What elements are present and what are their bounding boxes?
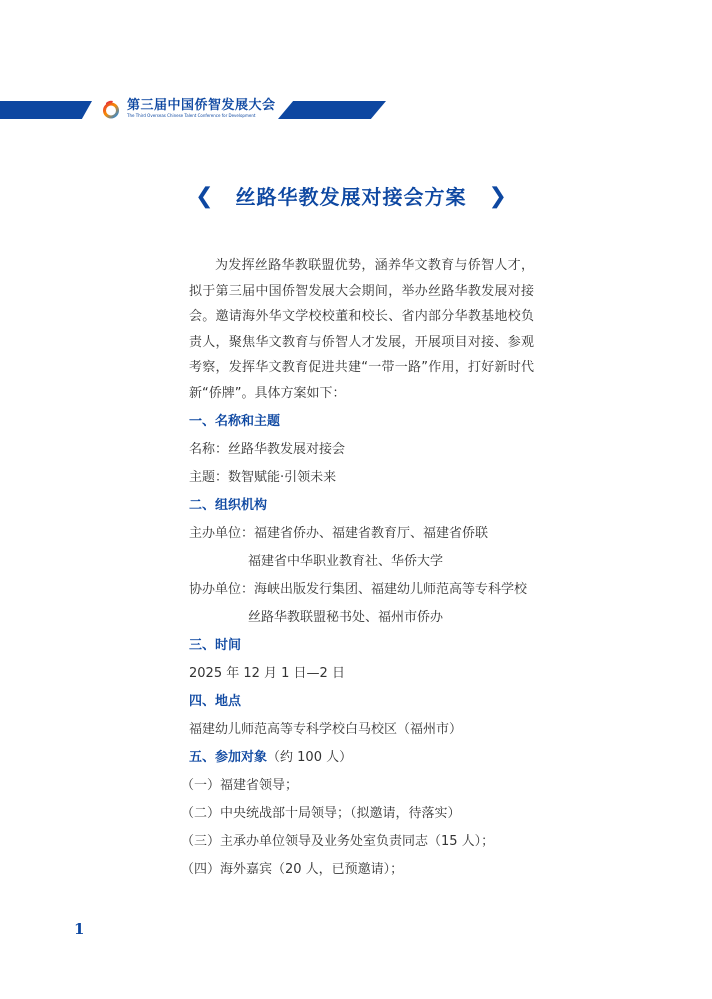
chevron-left-icon: ❮ [195,184,214,209]
conference-logo [101,99,276,119]
cohost-units-line-2: 丝路华教联盟秘书处、福州市侨办 [248,610,444,625]
page-number: 1 [74,920,85,938]
conference-logo-icon [101,99,121,119]
header-banner-right-stripe [278,101,386,119]
cohost-units-line-1: 协办单位：海峡出版发行集团、福建幼儿师范高等专科学校 [189,582,528,597]
section-heading-name-theme: 一、名称和主题 [189,414,281,429]
participant-item: （四）海外嘉宾（20 人，已预邀请）； [181,862,404,877]
host-units-line-2: 福建省中华职业教育社、华侨大学 [248,554,444,569]
conference-name-cn: 第三届中国侨智发展大会 [127,98,276,113]
chevron-right-icon: ❯ [488,184,507,209]
participants-count-note: （约 100 人） [267,750,353,765]
section-heading-location: 四、地点 [189,694,242,709]
event-date: 2025 年 12 月 1 日—2 日 [189,666,345,681]
document-body [181,253,534,884]
event-location: 福建幼儿师范高等专科学校白马校区（福州市） [189,722,463,737]
section-heading-time: 三、时间 [189,638,242,653]
participant-item: （二）中央统战部十局领导；（拟邀请，待落实） [181,806,461,821]
participants-heading-text: 五、参加对象 [189,750,268,765]
section-heading-participants [189,744,534,772]
document-title [0,184,712,210]
participant-item: （一）福建省领导； [181,778,299,793]
page-title: 丝路华教发展对接会方案 [235,185,467,209]
header-banner-left-stripe [0,101,92,119]
event-name: 名称：丝路华教发展对接会 [189,442,346,457]
participant-item: （三）主承办单位领导及业务处室负责同志（15 人）； [181,834,495,849]
host-units-line-1: 主办单位：福建省侨办、福建省教育厅、福建省侨联 [189,526,489,541]
section-heading-organizers: 二、组织机构 [189,498,268,513]
event-theme: 主题：数智赋能·引领未来 [189,470,337,485]
conference-name-en: The Third Overseas Chinese Talent Conference for Development [127,113,256,118]
intro-paragraph: 为发挥丝路华教联盟优势，涵养华文教育与侨智人才，拟于第三届中国侨智发展大会期间，举办丝路华教发展对接会。邀请海外华文学校校董和校长、省内部分华教基地校负责人，聚焦华文教育与侨智人才发展，开展项目对接、参观考察，发挥华文教育促进共建“一带一路”作用，打好新时代新“侨牌”。具体方案如下： [189,258,534,401]
